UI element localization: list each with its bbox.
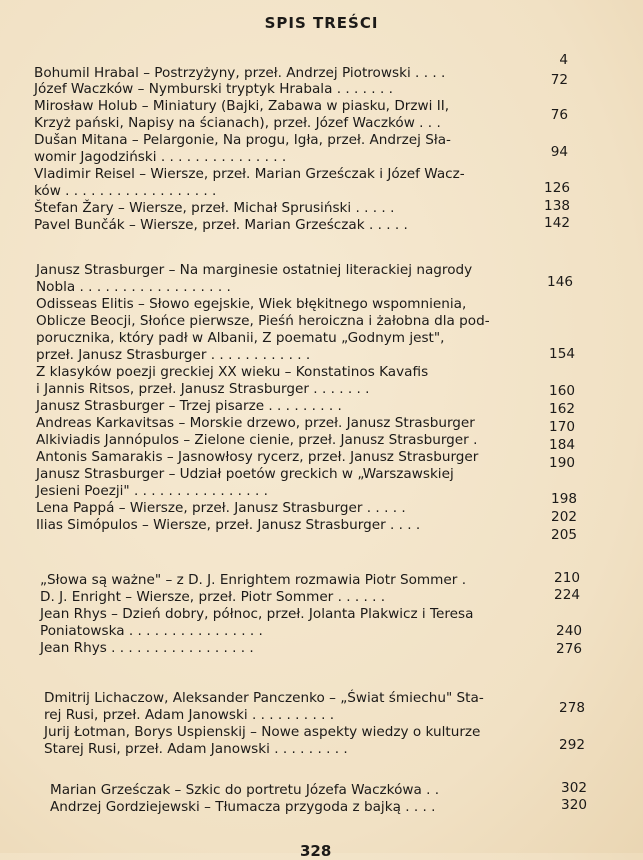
page-number: 320 [561,797,587,813]
page-number: 240 [556,623,582,639]
toc-line: „Słowa są ważne" – z D. J. Enrightem rozmawia Piotr Sommer . [40,572,467,588]
toc-line: Z klasyków poezji greckiej XX wieku – Konstatinos Kavafis [36,364,429,380]
toc-line: Lena Pappá – Wiersze, przeł. Janusz Strasburger . . . . . [36,500,406,516]
page-number: 170 [549,419,575,435]
toc-line: porucznika, który padł w Albanii, Z poematu „Godnym jest", [36,330,445,346]
page-number: 4 [559,52,568,68]
toc-line: Mirosław Holub – Miniatury (Bajki, Zabawa w piasku, Drzwi II, [34,98,450,114]
toc-line: Jesieni Poezji" . . . . . . . . . . . . . . . . [36,483,268,499]
page-number: 72 [550,72,568,88]
page-number: 94 [550,144,568,160]
toc-line: Janusz Strasburger – Na marginesie ostatniej literackiej nagrody [36,262,473,278]
toc-line: Andreas Karkavitsas – Morskie drzewo, przeł. Janusz Strasburger [36,415,475,431]
page-number: 162 [549,401,575,417]
toc-line: Odisseas Elitis – Słowo egejskie, Wiek błękitnego wspomnienia, [36,296,467,312]
toc-line: Jurij Łotman, Borys Uspienskij – Nowe aspekty wiedzy o kulturze [44,724,481,740]
toc-line: ków . . . . . . . . . . . . . . . . . . [34,183,217,199]
toc-line: Janusz Strasburger – Udział poetów greckich w „Warszawskiej [36,466,454,482]
page-number: 126 [544,180,570,196]
toc-line: Jean Rhys . . . . . . . . . . . . . . . . . [40,640,254,656]
page-number: 278 [559,700,585,716]
toc-line: Ilias Simópulos – Wiersze, przeł. Janusz Strasburger . . . . [36,517,421,533]
page-number: 142 [544,215,570,231]
page-number: 190 [549,455,575,471]
page-title: SPIS TREŚCI [264,14,379,32]
toc-line: rej Rusi, przeł. Adam Janowski . . . . . . . . . . [44,707,335,723]
toc-line: Poniatowska . . . . . . . . . . . . . . . . [40,623,263,639]
toc-line: Bohumil Hrabal – Postrzyżyny, przeł. Andrzej Piotrowski . . . . [34,65,446,81]
page-number: 210 [554,570,580,586]
page-number: 276 [556,641,582,657]
page-number: 302 [561,780,587,796]
page-number: 202 [551,509,577,525]
toc-line: Józef Waczków – Nymburski tryptyk Hrabala . . . . . . . [34,81,393,97]
page-number: 184 [549,437,575,453]
toc-line: Andrzej Gordziejewski – Tłumacza przygoda z bajką . . . . [50,799,436,815]
page-number: 76 [550,107,568,123]
page-number: 138 [544,198,570,214]
toc-line: Nobla . . . . . . . . . . . . . . . . . . [36,279,231,295]
toc-line: Oblicze Beocji, Słońce pierwsze, Pieśń heroiczna i żałobna dla pod- [36,313,490,329]
toc-line: przeł. Janusz Strasburger . . . . . . . . . . . . [36,347,311,363]
toc-line: Janusz Strasburger – Trzej pisarze . . . . . . . . . [36,398,342,414]
toc-line: D. J. Enright – Wiersze, przeł. Piotr Sommer . . . . . . [40,589,386,605]
toc-line: womir Jagodziński . . . . . . . . . . . . . . . [34,149,287,165]
toc-line: Pavel Bunčák – Wiersze, przeł. Marian Grześczak . . . . . [34,217,408,233]
page-number: 292 [559,737,585,753]
toc-line: Antonis Samarakis – Jasnowłosy rycerz, przeł. Janusz Strasburger [36,449,479,465]
page-number: 198 [551,491,577,507]
toc-line: Starej Rusi, przeł. Adam Janowski . . . . . . . . . [44,741,348,757]
toc-line: i Jannis Ritsos, przeł. Janusz Strasburger . . . . . . . [36,381,370,397]
page-number: 146 [547,274,573,290]
toc-line: Marian Grześczak – Szkic do portretu Józefa Waczkówa . . [50,782,440,798]
page-number: 224 [554,587,580,603]
toc-line: Jean Rhys – Dzień dobry, północ, przeł. Jolanta Plakwicz i Teresa [40,606,474,622]
folio-page-number: 328 [300,842,332,860]
toc-line: Dušan Mitana – Pelargonie, Na progu, Igła, przeł. Andrzej Sła- [34,132,451,148]
toc-line: Krzyż pański, Napisy na ścianach), przeł. Józef Waczków . . . [34,115,441,131]
toc-line: Alkiviadis Jannópulos – Zielone cienie, przeł. Janusz Strasburger . [36,432,478,448]
page-number: 154 [549,346,575,362]
page-number: 160 [549,383,575,399]
toc-line: Vladimir Reisel – Wiersze, przeł. Marian Grześczak i Józef Wacz- [34,166,465,182]
toc-line: Dmitrij Lichaczow, Aleksander Panczenko – „Świat śmiechu" Sta- [44,690,484,706]
page-number: 205 [551,527,577,543]
toc-line: Štefan Žary – Wiersze, przeł. Michał Sprusiński . . . . . [34,200,395,216]
